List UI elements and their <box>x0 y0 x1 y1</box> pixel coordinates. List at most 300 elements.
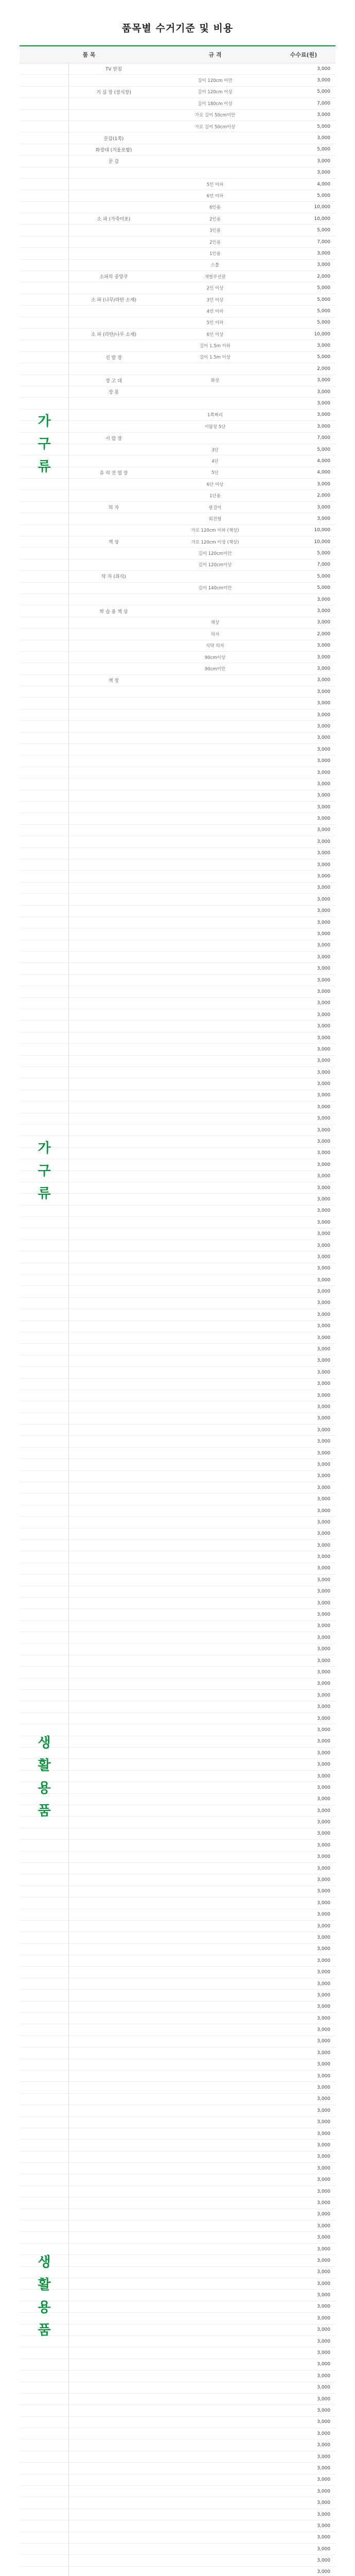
item-name <box>70 1517 157 1528</box>
item-name <box>70 2105 157 2116</box>
category-band <box>20 1517 69 2037</box>
item-name <box>70 2347 157 2358</box>
item-spec <box>158 1344 272 1354</box>
item-spec <box>158 1644 272 1655</box>
item-spec <box>158 675 272 686</box>
item-spec <box>158 721 272 732</box>
item-name <box>70 2497 157 2508</box>
item-spec <box>158 1863 272 1874</box>
item-name <box>70 2163 157 2174</box>
item-spec <box>158 2382 272 2393</box>
item-spec <box>158 1101 272 1112</box>
item-spec <box>158 1228 272 1239</box>
item-name <box>70 421 157 432</box>
item-name <box>70 1990 157 2001</box>
item-fee: 7,000 <box>317 100 330 106</box>
item-fee: 3,000 <box>317 1058 330 1064</box>
item-fee: 3,000 <box>317 1219 330 1225</box>
item-spec <box>158 1805 272 1816</box>
item-spec <box>158 733 272 743</box>
item-name <box>70 1840 157 1851</box>
item-fee: 3,000 <box>317 804 330 810</box>
item-spec <box>158 2359 272 2370</box>
item-name <box>70 2370 157 2381</box>
item-name: 화장대 (거울포함) <box>95 147 132 153</box>
item-spec <box>158 1667 272 1677</box>
item-spec <box>158 1332 272 1343</box>
item-name: 장 고 대 <box>105 378 122 384</box>
item-name <box>70 282 157 293</box>
item-fee: 2,000 <box>317 274 330 279</box>
item-name <box>70 778 157 789</box>
item-name <box>70 894 157 905</box>
item-name <box>70 1932 157 1943</box>
item-spec <box>158 1921 272 1931</box>
item-name <box>70 617 157 628</box>
item-name <box>70 1078 157 1089</box>
item-name <box>70 1194 157 1205</box>
item-fee: 3,000 <box>317 2535 330 2540</box>
item-spec <box>158 698 272 708</box>
item-spec <box>158 156 272 166</box>
item-spec: 6단 이상 <box>206 482 224 487</box>
item-name <box>70 906 157 917</box>
item-fee: 3,000 <box>317 2096 330 2102</box>
item-name <box>70 236 157 247</box>
item-spec <box>158 2071 272 2081</box>
item-fee: 3,000 <box>317 885 330 891</box>
item-spec <box>158 1251 272 1262</box>
item-fee: 3,000 <box>317 2443 330 2448</box>
item-name <box>70 1367 157 1378</box>
item-name: 탁 자 (좌식) <box>101 574 126 580</box>
item-spec: 식탁 의자 <box>206 643 224 649</box>
item-name <box>70 1482 157 1493</box>
item-spec <box>158 1448 272 1459</box>
item-spec <box>158 2094 272 2105</box>
item-name <box>70 363 157 374</box>
item-fee: 3,000 <box>317 1416 330 1421</box>
category-band <box>20 2556 69 2576</box>
item-spec <box>158 1056 272 1066</box>
item-fee: 3,000 <box>317 2431 330 2436</box>
item-name <box>70 952 157 962</box>
item-name <box>70 75 157 86</box>
item-name <box>70 629 157 639</box>
item-spec <box>158 1355 272 1366</box>
item-name <box>70 1621 157 1632</box>
item-spec <box>158 594 272 605</box>
item-spec <box>158 2244 272 2255</box>
item-spec <box>158 1632 272 1643</box>
item-name <box>70 652 157 663</box>
item-name <box>70 410 157 420</box>
item-fee: 3,000 <box>317 1312 330 1317</box>
item-fee: 3,000 <box>317 78 330 83</box>
item-fee: 3,000 <box>317 712 330 718</box>
item-name <box>70 1690 157 1701</box>
item-spec <box>158 2428 272 2439</box>
item-fee: 3,000 <box>317 2338 330 2344</box>
item-spec <box>158 1044 272 1055</box>
item-name <box>70 1251 157 1262</box>
item-name <box>70 2151 157 2162</box>
category-char: 류 <box>38 459 51 475</box>
item-fee: 3,000 <box>317 654 330 660</box>
item-spec <box>158 1690 272 1701</box>
item-spec: 6인 이상 <box>206 332 224 337</box>
item-spec <box>158 1794 272 1805</box>
item-spec <box>158 2105 272 2116</box>
item-spec: 가로 길이 50cm이상 <box>194 124 236 130</box>
item-fee: 3,000 <box>317 1727 330 1733</box>
item-name <box>70 1909 157 1920</box>
item-name <box>70 663 157 674</box>
item-spec <box>158 755 272 766</box>
item-spec: 화장 <box>210 378 220 384</box>
item-fee: 3,000 <box>317 112 330 118</box>
item-spec <box>158 790 272 801</box>
item-spec <box>158 963 272 974</box>
item-name <box>70 790 157 801</box>
item-fee: 2,000 <box>317 493 330 499</box>
item-spec <box>158 1724 272 1735</box>
item-spec: 길이 120cm 이상 <box>198 90 233 95</box>
category-char: 활 <box>38 1758 51 1774</box>
item-fee: 3,000 <box>317 2108 330 2113</box>
item-spec <box>158 1032 272 1043</box>
item-fee: 5,000 <box>317 297 330 302</box>
item-fee: 3,000 <box>317 1981 330 1987</box>
item-fee: 3,000 <box>317 343 330 349</box>
item-fee: 3,000 <box>317 262 330 268</box>
item-fee: 3,000 <box>317 389 330 395</box>
item-fee: 3,000 <box>317 1692 330 1698</box>
item-fee: 3,000 <box>317 989 330 994</box>
item-name <box>70 1586 157 1597</box>
item-name <box>70 744 157 755</box>
item-fee: 5,000 <box>317 147 330 152</box>
item-name <box>70 1794 157 1805</box>
item-spec <box>158 1517 272 1528</box>
item-spec <box>158 1159 272 1170</box>
item-name <box>70 1805 157 1816</box>
item-spec <box>158 2128 272 2139</box>
item-fee: 3,000 <box>317 1750 330 1756</box>
item-fee: 3,000 <box>317 2373 330 2379</box>
item-name: 소 파 (가죽미포) <box>97 217 131 223</box>
item-fee: 3,000 <box>317 2223 330 2229</box>
item-name <box>70 2532 157 2543</box>
item-name <box>70 2209 157 2220</box>
item-fee: 3,000 <box>317 401 330 406</box>
item-name <box>70 1828 157 1839</box>
item-fee: 3,000 <box>317 2258 330 2263</box>
item-name <box>70 813 157 824</box>
item-fee: 3,000 <box>317 1623 330 1629</box>
item-fee: 3,000 <box>317 2073 330 2079</box>
item-fee: 3,000 <box>317 1566 330 1571</box>
item-fee: 3,000 <box>317 170 330 176</box>
item-spec <box>158 802 272 812</box>
item-fee: 3,000 <box>317 1497 330 1502</box>
item-name <box>70 190 157 201</box>
item-spec <box>158 2117 272 2128</box>
item-spec <box>158 2497 272 2508</box>
item-spec <box>158 1990 272 2001</box>
item-name <box>70 1598 157 1608</box>
item-fee: 3,000 <box>317 1369 330 1375</box>
item-name <box>70 121 157 132</box>
item-spec <box>158 1425 272 1435</box>
item-spec: 개별쿠션판 <box>204 274 226 280</box>
item-fee: 3,000 <box>317 943 330 948</box>
category-band <box>20 825 69 1517</box>
item-spec <box>158 813 272 824</box>
item-fee: 3,000 <box>317 597 330 602</box>
item-spec <box>158 2370 272 2381</box>
item-spec: 길이 180cm 이상 <box>198 101 233 107</box>
item-fee: 3,000 <box>317 423 330 429</box>
item-fee: 3,000 <box>317 1866 330 1871</box>
item-fee: 3,000 <box>317 839 330 844</box>
item-fee: 3,000 <box>317 1992 330 1998</box>
item-fee: 3,000 <box>317 2027 330 2033</box>
item-fee: 3,000 <box>317 2246 330 2252</box>
item-name <box>70 998 157 1009</box>
item-name <box>70 825 157 836</box>
item-name <box>70 1574 157 1585</box>
item-fee: 7,000 <box>317 239 330 245</box>
item-name <box>70 479 157 489</box>
item-fee: 3,000 <box>317 1139 330 1145</box>
item-name <box>70 1240 157 1251</box>
item-name <box>70 1136 157 1147</box>
item-spec <box>158 63 272 74</box>
item-fee: 3,000 <box>317 1393 330 1398</box>
item-fee: 3,000 <box>317 2523 330 2529</box>
item-spec: 길이 1.5m 이상 <box>199 355 231 361</box>
item-fee: 3,000 <box>317 1716 330 1721</box>
item-name <box>70 2439 157 2450</box>
item-fee: 3,000 <box>317 1196 330 1202</box>
item-name <box>70 1817 157 1827</box>
item-fee: 3,000 <box>317 1647 330 1652</box>
item-spec: 90cm미만 <box>204 667 226 672</box>
item-name <box>70 2486 157 2497</box>
item-name <box>70 1379 157 1389</box>
item-spec: 5인 이하 <box>206 182 224 188</box>
item-name: TV 받침 <box>105 67 122 73</box>
item-fee: 3,000 <box>317 2212 330 2217</box>
item-name <box>70 1401 157 1412</box>
item-fee: 3,000 <box>317 1785 330 1790</box>
item-spec <box>158 1852 272 1862</box>
item-spec <box>158 2451 272 2462</box>
item-name: 학 습 용 책 상 <box>99 609 128 615</box>
item-spec <box>158 398 272 409</box>
item-spec <box>158 1655 272 1666</box>
item-name <box>70 2359 157 2370</box>
item-name: 거 실 장 (장식장) <box>96 90 131 95</box>
item-name <box>70 940 157 951</box>
item-fee: 3,000 <box>317 793 330 799</box>
item-spec <box>158 1113 272 1124</box>
item-fee: 3,000 <box>317 1900 330 1906</box>
item-fee: 3,000 <box>317 1877 330 1883</box>
item-fee: 2,000 <box>317 631 330 637</box>
page-title: 품목별 수거기준 및 비용 <box>121 23 234 34</box>
item-name <box>70 1863 157 1874</box>
item-name <box>70 2417 157 2428</box>
item-spec <box>158 1679 272 1689</box>
item-name <box>70 1309 157 1320</box>
item-fee: 3,000 <box>317 1762 330 1768</box>
item-name: 문갑(1쪽) <box>103 136 124 142</box>
item-name <box>70 963 157 974</box>
item-name <box>70 1679 157 1689</box>
item-spec <box>158 1125 272 1136</box>
item-spec <box>158 836 272 847</box>
item-spec <box>158 744 272 755</box>
item-spec <box>158 2417 272 2428</box>
item-spec: 책상 <box>210 620 220 626</box>
item-name <box>70 836 157 847</box>
category-char: 생 <box>38 2255 51 2270</box>
item-name <box>70 2221 157 2231</box>
item-name <box>70 2405 157 2416</box>
item-fee: 3,000 <box>317 851 330 856</box>
item-spec <box>158 1182 272 1193</box>
category-char: 류 <box>38 1186 51 1202</box>
item-spec <box>158 2209 272 2220</box>
item-spec <box>158 1748 272 1758</box>
item-spec <box>158 1286 272 1297</box>
item-spec <box>158 709 272 720</box>
item-name <box>70 317 157 328</box>
item-spec: 6인 이하 <box>206 193 224 199</box>
item-name <box>70 1090 157 1101</box>
item-spec <box>158 1598 272 1608</box>
item-name <box>70 513 157 524</box>
item-spec <box>158 1009 272 1020</box>
item-name <box>70 1944 157 1955</box>
item-spec <box>158 1067 272 1078</box>
item-spec <box>158 1955 272 1966</box>
item-name <box>70 848 157 859</box>
item-spec <box>158 848 272 859</box>
item-name <box>70 2002 157 2012</box>
item-fee: 3,000 <box>317 954 330 960</box>
item-spec <box>158 2509 272 2520</box>
item-spec: 길이 120cm 미만 <box>198 78 233 84</box>
column-header-fee: 수수료(원) <box>272 46 335 63</box>
item-fee: 3,000 <box>317 1589 330 1595</box>
item-fee: 3,000 <box>317 816 330 822</box>
item-name <box>70 917 157 928</box>
item-fee: 3,000 <box>317 2281 330 2286</box>
item-name <box>70 986 157 997</box>
item-name <box>70 1459 157 1470</box>
item-spec <box>158 2439 272 2450</box>
item-spec <box>158 928 272 939</box>
item-fee: 3,000 <box>317 1970 330 1975</box>
item-fee: 7,000 <box>317 435 330 441</box>
category-char: 품 <box>38 1803 51 1819</box>
item-spec <box>158 1240 272 1251</box>
item-spec <box>158 952 272 962</box>
item-spec <box>158 1078 272 1089</box>
item-name <box>70 640 157 651</box>
item-fee: 3,000 <box>317 2488 330 2494</box>
item-fee: 3,000 <box>317 977 330 983</box>
item-fee: 3,000 <box>317 1231 330 1237</box>
item-spec <box>158 1367 272 1378</box>
item-fee: 3,000 <box>317 1347 330 1352</box>
item-spec: 1인용 <box>209 251 221 257</box>
item-fee: 3,000 <box>317 66 330 72</box>
item-spec <box>158 1909 272 1920</box>
item-spec <box>158 906 272 917</box>
item-spec <box>158 1932 272 1943</box>
item-fee: 3,000 <box>317 1046 330 1052</box>
item-name <box>70 1713 157 1724</box>
item-fee: 3,000 <box>317 2512 330 2517</box>
item-fee: 3,000 <box>317 2269 330 2275</box>
item-fee: 5,000 <box>317 228 330 233</box>
item-spec <box>158 2024 272 2035</box>
item-fee: 3,000 <box>317 1577 330 1583</box>
item-spec <box>158 132 272 143</box>
item-name: 유 리 진 열 장 <box>99 470 128 476</box>
item-spec: 팔걸이 <box>208 505 222 511</box>
item-spec <box>158 1194 272 1205</box>
item-fee: 3,000 <box>317 2419 330 2425</box>
item-fee: 3,000 <box>317 643 330 649</box>
item-name <box>70 2059 157 2070</box>
item-fee: 3,000 <box>317 1024 330 1029</box>
item-fee: 3,000 <box>317 1600 330 1606</box>
item-fee: 3,000 <box>317 2200 330 2206</box>
item-spec <box>158 1413 272 1424</box>
item-name <box>70 1021 157 1031</box>
item-spec <box>158 2002 272 2012</box>
item-name <box>70 2128 157 2139</box>
item-name <box>70 1655 157 1666</box>
item-name <box>70 98 157 109</box>
item-fee: 3,000 <box>317 827 330 833</box>
item-name <box>70 1886 157 1897</box>
item-fee: 3,000 <box>317 723 330 729</box>
category-char: 가 <box>38 1141 51 1157</box>
item-spec <box>158 2174 272 2185</box>
item-spec <box>158 2059 272 2070</box>
item-spec <box>158 2082 272 2093</box>
item-name: 책 상 <box>108 540 119 546</box>
item-spec <box>158 1897 272 1908</box>
category-band <box>20 2037 69 2556</box>
item-name <box>70 1067 157 1078</box>
item-name <box>70 767 157 778</box>
item-name <box>70 1101 157 1112</box>
item-name <box>70 1390 157 1401</box>
item-name <box>70 698 157 708</box>
item-fee: 3,000 <box>317 1150 330 1156</box>
item-fee: 10,000 <box>314 539 330 545</box>
item-fee: 5,000 <box>317 124 330 129</box>
item-name <box>70 1563 157 1574</box>
item-spec: 3단 <box>211 447 219 453</box>
